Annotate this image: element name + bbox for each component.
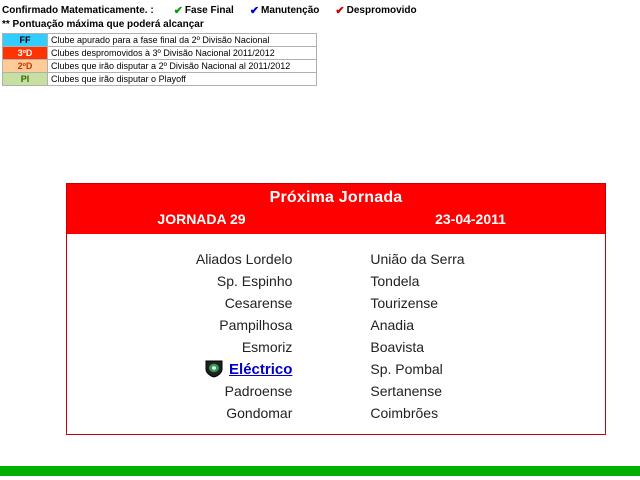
legend-item-label: Despromovido — [346, 5, 417, 16]
fixture-home — [67, 273, 300, 289]
legend-code: FF — [3, 34, 48, 47]
fixture-away: Tourizense — [370, 295, 439, 311]
fixture-away: Anadia — [370, 317, 414, 333]
legend-table — [2, 33, 317, 86]
team-name-home: Esmoriz — [241, 339, 293, 355]
next-round-card — [66, 183, 606, 435]
legend-block — [0, 0, 640, 86]
list-item — [67, 358, 605, 380]
legend-item-label: Manutenção — [261, 5, 320, 16]
round-label: JORNADA 29 — [157, 211, 246, 227]
fixture-away: Sertanense — [370, 383, 442, 399]
legend-item-label: Fase Final — [184, 5, 234, 16]
fixture-home — [67, 317, 300, 333]
fixture-home — [67, 295, 300, 311]
fixture-away: Tondela — [370, 273, 420, 289]
table-row — [3, 60, 317, 73]
fixture-home — [67, 405, 300, 421]
list-item — [67, 380, 605, 402]
check-icon: ✔ — [173, 5, 183, 17]
team-name-home: Aliados Lordelo — [195, 251, 293, 267]
next-round-title: Próxima Jornada — [67, 184, 605, 211]
fixture-home — [67, 251, 300, 267]
team-name-home: Cesarense — [224, 295, 293, 311]
confirmation-legend-label: Confirmado Matematicamente. : — [2, 5, 154, 16]
fixture-list — [67, 234, 605, 434]
fixture-away: Sp. Pombal — [370, 361, 443, 377]
fixture-away: União da Serra — [370, 251, 465, 267]
fixture-home — [67, 383, 300, 399]
legend-description: Clubes que irão disputar a 2º Divisão Nacional al 2011/2012 — [48, 60, 317, 73]
team-name-home[interactable]: Eléctrico — [229, 360, 293, 378]
legend-item-fase-final — [174, 4, 234, 17]
check-icon: ✔ — [249, 5, 260, 17]
list-item — [67, 292, 605, 314]
list-item — [67, 270, 605, 292]
legend-code: 2ºD — [3, 60, 48, 73]
table-row — [3, 34, 317, 47]
fixture-home — [67, 339, 300, 355]
max-points-note: ** Pontuação máxima que poderá alcançar — [2, 19, 204, 30]
list-item — [67, 248, 605, 270]
legend-item-manutencao — [250, 4, 320, 17]
table-row — [3, 47, 317, 60]
club-crest-icon — [204, 360, 224, 378]
list-item — [67, 314, 605, 336]
team-name-home: Sp. Espinho — [216, 273, 293, 289]
fixture-away: Boavista — [370, 339, 425, 355]
legend-code: 3ºD — [3, 47, 48, 60]
next-round-subheader — [67, 211, 605, 234]
legend-description: Clube apurado para a fase final da 2º Divisão Nacional — [48, 34, 317, 47]
list-item — [67, 402, 605, 424]
team-name-home: Pampilhosa — [219, 317, 293, 333]
legend-description: Clubes que irão disputar o Playoff — [48, 73, 317, 86]
bottom-white-strip — [0, 476, 640, 480]
legend-item-despromovido — [335, 4, 416, 17]
confirmation-legend-row — [0, 0, 640, 17]
fixture-away: Coimbrões — [370, 405, 439, 421]
list-item — [67, 336, 605, 358]
team-name-home: Padroense — [224, 383, 293, 399]
round-date: 23-04-2011 — [435, 211, 506, 227]
team-name-home: Gondomar — [226, 405, 293, 421]
table-row — [3, 73, 317, 86]
legend-description: Clubes despromovidos à 3º Divisão Nacional 2011/2012 — [48, 47, 317, 60]
fixture-home — [67, 360, 300, 378]
check-icon: ✔ — [335, 5, 345, 17]
legend-code: Pl — [3, 73, 48, 86]
bottom-green-bar — [0, 466, 640, 476]
